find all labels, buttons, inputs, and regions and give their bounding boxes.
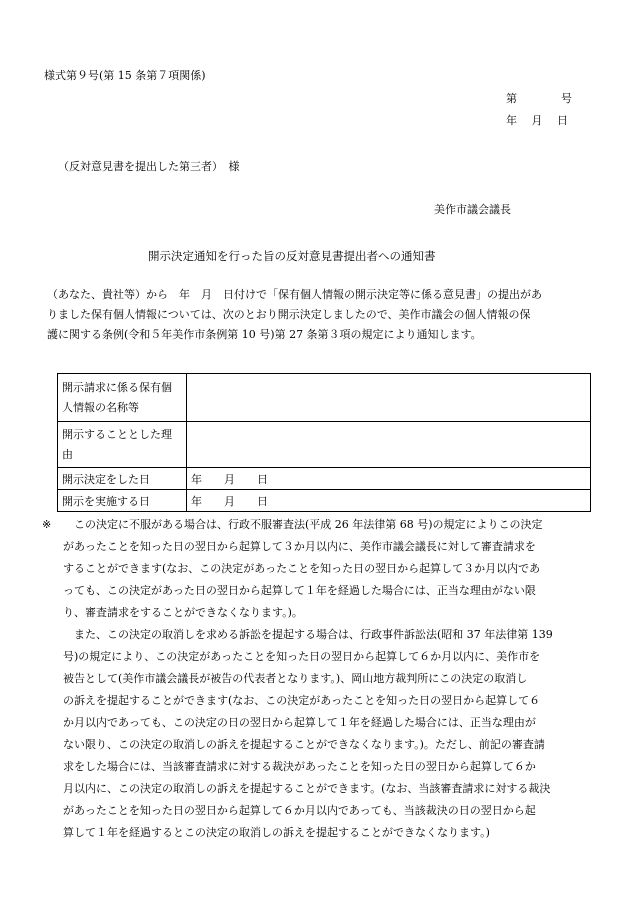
- note-line: の訴えを提起することができます(なお、この決定があったことを知った日の翌日から起算して６: [63, 694, 541, 707]
- table-value-cell: 年 月 日: [187, 468, 591, 490]
- note-line: 号)の規定により、この決定があったことを知った日の翌日から起算して６か月以内に、美作市を: [63, 650, 541, 663]
- body-paragraph: [47, 285, 542, 345]
- table-label-line: 開示決定をした日: [62, 472, 150, 486]
- document-title: 開示決定通知を行った旨の反対意見書提出者への通知書: [148, 249, 436, 263]
- table-row: [58, 490, 591, 512]
- table-label-cell: [58, 468, 187, 490]
- note-line: することができます(なお、この決定があったことを知った日の翌日から起算して３か月以内であ: [63, 562, 541, 575]
- addressee: （反対意見書を提出した第三者） 様: [58, 160, 240, 173]
- table-label-cell: [58, 374, 187, 422]
- document-date: 年 月 日: [506, 114, 568, 127]
- note-line: この決定に不服がある場合は、行政不服審査法(平成 26 年法律第 68 号)の規定によりこの決定: [63, 518, 543, 531]
- form-label: 様式第９号(第 15 条第７項関係): [44, 69, 206, 82]
- table-label-cell: [58, 490, 187, 512]
- note-line: 求をした場合には、当該審査請求に対する裁決があったことを知った日の翌日から起算して６か: [63, 760, 536, 773]
- body-line: 護に関する条例(令和５年美作市条例第 10 号)第 27 条第３項の規定により通知します。: [47, 328, 482, 341]
- table-label-line: 開示を実施する日: [62, 494, 150, 508]
- document-number: 第 号: [506, 92, 572, 105]
- note-line: 月以内に、この決定の取消しの訴えを提起することができます。(なお、当該審査請求に対する裁決: [63, 782, 551, 795]
- note-line: 被告として(美作市議会議長が被告の代表者となります。)、岡山地方裁判所にこの決定の取消し: [63, 672, 528, 685]
- table-value-cell: [187, 374, 591, 422]
- note-line: 算して１年を経過するとこの決定の取消しの訴えを提起することができなくなります。): [63, 826, 490, 839]
- table-label-line: 開示請求に係る保有個: [62, 380, 172, 394]
- table-row: [58, 422, 591, 468]
- table-value-cell: 年 月 日: [187, 490, 591, 512]
- table-label-cell: [58, 422, 187, 468]
- table-row: [58, 468, 591, 490]
- table-value-cell: [187, 422, 591, 468]
- sender: 美作市議会議長: [434, 203, 511, 216]
- table-row: [58, 374, 591, 422]
- note-line: があったことを知った日の翌日から起算して６か月以内であっても、当該裁決の日の翌日から起: [63, 804, 536, 817]
- note-line: また、この決定の取消しを求める訴訟を提起する場合は、行政事件訴訟法(昭和 37 年法律第 139: [63, 628, 553, 641]
- note-line: か月以内であっても、この決定の日の翌日から起算して１年を経過した場合には、正当な理由が: [63, 716, 536, 729]
- decision-info-table: [57, 373, 591, 512]
- note-line: ない限り、この決定の取消しの訴えを提起することができなくなります。)。ただし、前記の審査請: [63, 738, 545, 751]
- table-label-line: 由: [62, 447, 73, 461]
- body-line: （あなた、貴社等）から 年 月 日付けで「保有個人情報の開示決定等に係る意見書」の提出があ: [47, 288, 542, 301]
- note-line: があったことを知った日の翌日から起算して３か月以内に、美作市議会議長に対して審査請求を: [63, 540, 536, 553]
- note-body: [63, 514, 553, 844]
- body-line: りました保有個人情報については、次のとおり開示決定しましたので、美作市議会の個人情報の保: [47, 308, 531, 321]
- note-line: り、審査請求をすることができなくなります。)。: [63, 606, 303, 619]
- table-label-line: 人情報の名称等: [62, 400, 139, 414]
- table-label-line: 開示することとした理: [62, 427, 172, 441]
- note-line: っても、この決定があった日の翌日から起算して１年を経過した場合には、正当な理由がない限: [63, 584, 536, 597]
- note-mark: ※: [42, 518, 52, 531]
